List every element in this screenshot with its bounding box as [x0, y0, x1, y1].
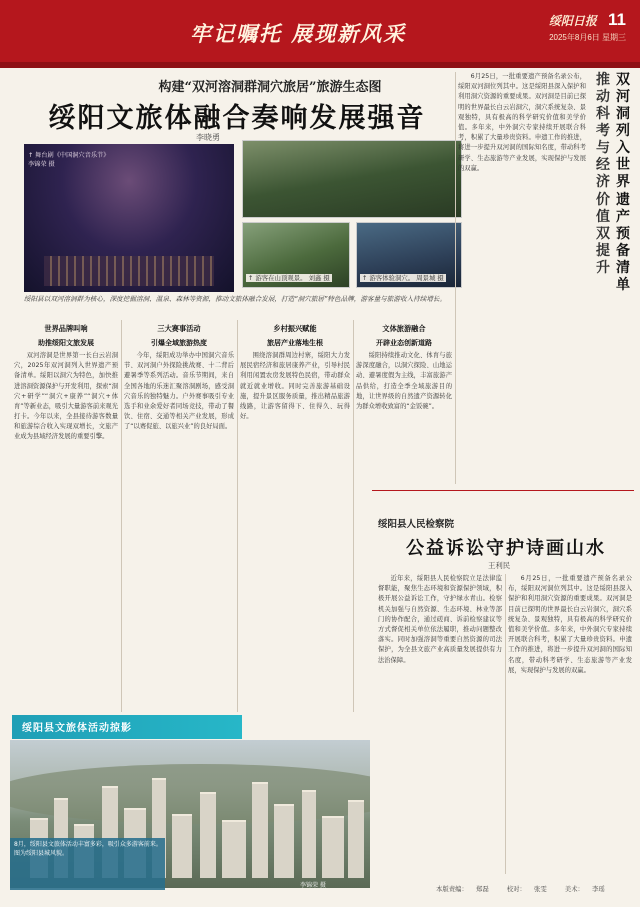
sidebar-article-text — [458, 72, 586, 482]
photo-caption-bl — [246, 274, 332, 282]
panorama-caption: 8月，绥阳县文旅体活动丰富多彩，吸引众多游客前来。图为绥阳县城风貌。 — [14, 841, 162, 857]
masthead-band — [0, 62, 640, 68]
masthead — [0, 0, 640, 68]
column-1-heading: 世界品牌叫响 — [44, 324, 88, 333]
column-rule — [455, 72, 456, 484]
panorama-building — [322, 816, 344, 878]
photo-collage — [10, 140, 462, 292]
photo-concert — [24, 144, 234, 292]
column-3-heading: 乡村振兴赋能 — [273, 324, 317, 333]
column-rule — [505, 574, 506, 874]
photo-caption-main — [28, 152, 120, 170]
editor-name: 郑磊 — [475, 885, 489, 893]
column-2-heading: 三大赛事活动 — [157, 324, 201, 333]
procuratorate-author: 王利民 — [488, 561, 511, 570]
column-rule — [353, 320, 354, 712]
photo-mountain — [242, 140, 462, 218]
column-2-subheading: 引爆全域旅游热度 — [151, 338, 207, 347]
reviewer-label: 校对： — [506, 885, 526, 893]
feature-kicker: 构建“双河溶洞群洞穴旅居”旅游生态图 — [158, 80, 382, 95]
designer-label: 美术： — [564, 885, 584, 893]
caption-bl-credit: 刘鑫 摄 — [308, 274, 330, 282]
caption-main-text: ↑ 舞台剧《中国洞穴音乐节》 — [28, 152, 110, 159]
procuratorate-kicker: 绥阳县人民检察院 — [378, 519, 455, 530]
panorama-credit: 李锦荣 摄 — [300, 882, 326, 889]
masthead-info — [549, 10, 626, 43]
procuratorate-text-continued: 6月25日，一批重要遗产预备名录公布，绥阳双河洞位列其中。这是绥阳县深入保护和利用洞穴资源的重要成果。双河洞是目前已探明的世界最长白云岩洞穴，洞穴系统复杂、景观独特，具有极高的科学研究价值和美学价值。多年来，中外洞穴专家持续开展联合科考，积累了大量珍贵资料。申遗工作的推进，将进一步提升双河洞的国际知名度，带动科考研学、生态旅游等产业发展，实现保护与发展的双赢。 — [508, 575, 632, 674]
column-2-text: 今年，绥阳成功举办中国洞穴音乐节、双河洞户外探险挑战赛、十二背后避暑季等系列活动。音乐节期间，来自全国各地的乐迷汇聚溶洞剧场，感受洞穴音乐的独特魅力。户外赛事吸引专业选手和业余爱好者同场竞技，带动了餐饮、住宿、交通等相关产业发展，形成了“以赛促旅、以旅兴业”的良好局面。 — [124, 351, 234, 431]
caption-br-credit: 周景城 摄 — [416, 274, 444, 282]
panorama-label — [12, 715, 242, 739]
column-4-text: 绥阳持续推动文化、体育与旅游深度融合，以洞穴探险、山地运动、避暑度假为主线，丰富旅游产品供给，打造全季全域旅游目的地，让世界级的自然遗产资源转化为群众增收致富的“金饭碗”。 — [356, 351, 452, 410]
reviewer-credit — [507, 885, 555, 893]
column-rule — [121, 320, 122, 712]
procuratorate-text: 近年来，绥阳县人民检察院立足法律监督职能，聚焦生态环境和资源保护领域，积极开展公益诉讼工作，守护绿水青山。检察机关加强与自然资源、生态环境、林业等部门的协作配合，通过磋商、诉前检察建议等方式督促相关单位依法履职，推动问题整改落实。同时加强溶洞等重要自然资源的司法保护，为全县文旅产业高质量发展提供有力法治保障。 — [378, 575, 502, 664]
panorama-building — [172, 814, 192, 878]
article-column-1 — [14, 320, 118, 712]
photo-intro: 绥阳县以双河溶洞群为核心，深度挖掘溶洞、温泉、森林等资源，推动文旅体融合发展，打造“洞穴旅居”特色品牌，游客量与旅游收入持续增长。 — [23, 295, 447, 303]
sidebar-text: 6月25日，一批重要遗产预备名录公布，绥阳双河洞位列其中。这是绥阳县深入保护和利用洞穴资源的重要成果。双河洞是目前已探明的世界最长白云岩洞穴，洞穴系统复杂、景观独特，具有极高的科学研究价值和美学价值。多年来，中外洞穴专家持续开展联合科考，积累了大量珍贵资料。申遗工作的推进，将进一步提升双河洞的国际知名度，带动科考研学、生态旅游等产业发展，实现保护与发展的双赢。 — [458, 73, 586, 172]
sidebar-vertical-title — [596, 72, 632, 342]
vertical-title-line-1: 双河洞列入世界遗产预备清单 — [616, 72, 630, 293]
issue-date: 2025年8月6日 星期三 — [549, 33, 626, 42]
column-1-text: 双河溶洞是世界第一长白云岩洞穴，2025年双河洞列入世界遗产预备清单。绥阳以洞穴为特色，加快推进溶洞资源保护与开发利用，探索“洞穴+研学”“洞穴+康养”“洞穴+体育”等新业态，吸引大量游客前来观光打卡。今年以来，全县接待游客数量和旅游综合收入实现双增长，文旅产业成为县域经济发展的重要引擎。 — [14, 351, 118, 441]
panorama-building — [252, 782, 268, 878]
page-editors — [436, 884, 621, 893]
procuratorate-title: 公益诉讼守护诗画山水 — [406, 538, 606, 559]
article-column-4 — [356, 320, 452, 488]
vertical-title-line-2: 推动科考与经济价值双提升 — [596, 72, 610, 276]
feature-headline: 绥阳文旅体融合奏响发展强音 — [48, 103, 426, 134]
photo-caption-br — [360, 274, 446, 282]
column-4-subheading: 开辟业态创新道路 — [376, 338, 432, 347]
column-1-subheading: 助推绥阳文旅发展 — [38, 338, 94, 347]
caption-br-text: ↑ 游客体验洞穴。 — [362, 274, 415, 282]
editor-credit — [436, 885, 497, 893]
panorama-building — [200, 792, 216, 878]
editor-label: 本版责编： — [436, 885, 468, 893]
panorama-label-text: 绥阳县文旅体活动掠影 — [22, 723, 132, 734]
feature-byline: 李晓勇 — [196, 133, 220, 142]
caption-main-credit: 李锦荣 摄 — [28, 160, 55, 168]
column-4-heading: 文体旅游融合 — [382, 324, 426, 333]
caption-bl-text: ↑ 游客在山顶观景。 — [248, 274, 307, 282]
page-number: 11 — [608, 10, 626, 29]
column-3-subheading: 旅居产业落地生根 — [267, 338, 323, 347]
panorama-building — [302, 790, 316, 878]
panorama-building — [348, 800, 364, 878]
panorama-building — [274, 804, 294, 878]
masthead-slogan: 牢记嘱托 展现新风采 — [190, 21, 407, 46]
column-rule — [237, 320, 238, 712]
reviewer-name: 张雯 — [533, 885, 547, 893]
designer-name: 李瑶 — [591, 885, 605, 893]
article-column-3 — [240, 320, 350, 712]
panorama-building — [222, 820, 246, 878]
column-3-text: 围绕溶洞群周边村寨，绥阳大力发展民宿经济和旅居康养产业，引导村民利用闲置农房发展特色民宿，带动群众就近就业增收。同时完善旅游基础设施，提升景区服务质量，推出精品旅游线路，让游客留得下、住得久、玩得好。 — [240, 351, 350, 421]
designer-credit — [565, 885, 613, 893]
article-column-2 — [124, 320, 234, 712]
procuratorate-column-2 — [508, 574, 632, 874]
section-divider — [372, 490, 634, 491]
procuratorate-column-1 — [378, 574, 502, 874]
paper-name: 绥阳日报 — [548, 14, 597, 28]
